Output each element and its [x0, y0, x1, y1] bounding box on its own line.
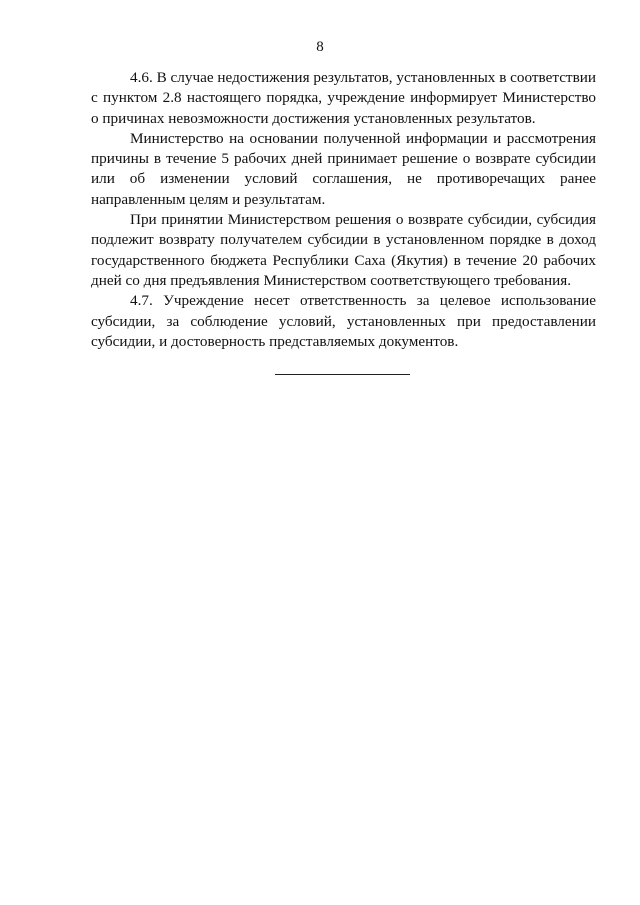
paragraph-subsidy-return: При принятии Министерством решения о возврате субсидии, субсидия подлежит возврату получателем субсидии в установленном порядке в доход государственного бюджета Республики Саха (Якутия) в течение 20 рабочих дней со дня предъявления Министерством соответствующего требования.	[91, 211, 596, 289]
paragraph-4-6: 4.6. В случае недостижения результатов, установленных в соответствии с пунктом 2.8 настоящего порядка, учреждение информирует Министерство о причинах невозможности достижения установленных результатов.	[91, 69, 596, 127]
paragraph-4-7: 4.7. Учреждение несет ответственность за целевое использование субсидии, за соблюдение условий, установленных при предоставлении субсидии, и достоверность представляемых документов.	[91, 292, 596, 350]
page-number: 8	[316, 39, 324, 55]
end-separator-line	[275, 374, 410, 375]
paragraph-ministry-decision: Министерство на основании полученной информации и рассмотрения причины в течение 5 рабочих дней принимает решение о возврате субсидии или об изменении условий соглашения, не противоречащих ранее направленным целям и результатам.	[91, 129, 596, 208]
document-body	[91, 68, 596, 352]
